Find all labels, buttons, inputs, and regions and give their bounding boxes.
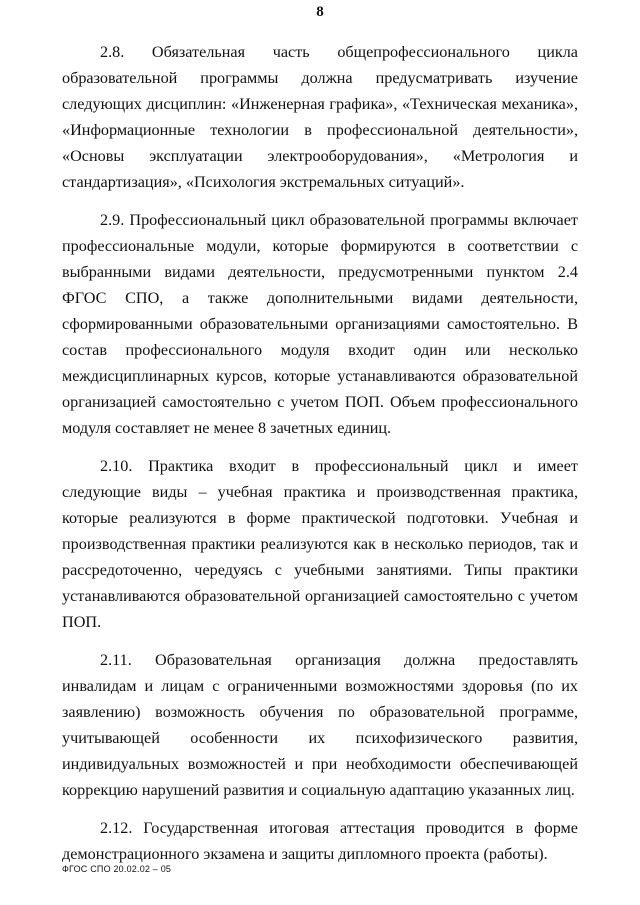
paragraph-2-9: 2.9. Профессиональный цикл образовательной программы включает профессиональные модули, которые формируются в соответствии с выбранными видами деятельности, предусмотренными пунктом 2.4 ФГОС СПО, а также дополнительными видами деятельности, сформированными образовательными организациями самостоятельно. В состав профессионального модуля входит один или несколько междисциплинарных курсов, которые устанавливаются образовательной организацией самостоятельно с учетом ПОП. Объем профессионального модуля составляет не менее 8 зачетных единиц.	[62, 211, 578, 437]
paragraph-2-12: 2.12. Государственная итоговая аттестация проводится в форме демонстрационного экзамена и защиты дипломного проекта (работы).	[62, 819, 578, 863]
paragraph-2-11: 2.11. Образовательная организация должна предоставлять инвалидам и лицам с ограниченными возможностями здоровья (по их заявлению) возможность обучения по образовательной программе, учитывающей особенности их психофизического развития, индивидуальных возможностей и при необходимости обеспечивающей коррекцию нарушений развития и социальную адаптацию указанных лиц.	[62, 651, 578, 799]
document-body	[62, 39, 578, 879]
paragraph-2-8: 2.8. Обязательная часть общепрофессионального цикла образовательной программы должна предусматривать изучение следующих дисциплин: «Инженерная графика», «Техническая механика», «Информационные технологии в профессиональной деятельности», «Основы эксплуатации электрооборудования», «Метрология и стандартизация», «Психология экстремальных ситуаций».	[62, 43, 578, 191]
page-footer: ФГОС СПО 20.02.02 – 05	[62, 864, 172, 874]
page-number: 8	[316, 4, 324, 20]
paragraph-2-10: 2.10. Практика входит в профессиональный цикл и имеет следующие виды – учебная практика и производственная практика, которые реализуются в форме практической подготовки. Учебная и производственная практики реализуются как в несколько периодов, так и рассредоточенно, чередуясь с учебными занятиями. Типы практики устанавливаются образовательной организацией самостоятельно с учетом ПОП.	[62, 457, 578, 631]
